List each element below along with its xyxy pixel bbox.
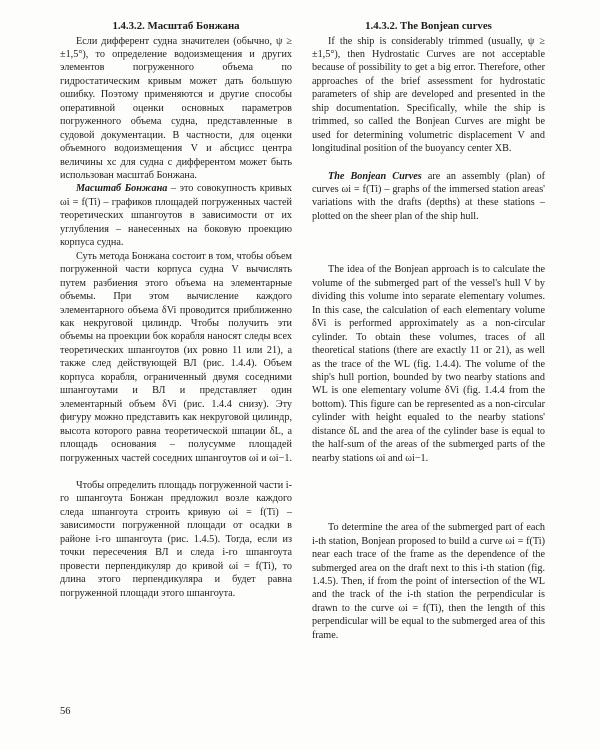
- ru-section-heading: 1.4.3.2. Масштаб Бонжана: [112, 20, 240, 32]
- page-number: 56: [60, 706, 71, 717]
- ru-spacer: [60, 465, 292, 479]
- russian-column: [60, 20, 292, 600]
- en-paragraph-3: The idea of the Bonjean approach is to calculate the volume of the submerged part of the vessel's hull V by dividing this volume into separate elementary volumes. In this case, the calculation of each elementary volume δVi is performed approximately as a non-circular cylinder. To obtain these volumes, traces of all theoretical stations (there are exactly 11 or 21), as well as the trace of the WL (fig. 1.4.4). The volume of the ship's hull portion, bounded by two nearby stations and WL is one elementary volume δVi (fig. 1.4.4 from the bottom). This figure can be represented as a non-circular cylinder with height equaled to the nearby stations' distance δL and the area of the cylinder base is equal to the half-sum of the areas of the submerged parts of the nearby stations ωi and ωi−1.: [312, 264, 545, 464]
- en-spacer-1: [312, 156, 545, 170]
- ru-paragraph-2: [60, 182, 292, 249]
- ru-paragraph-2-text: – это совокупность кривых ωi = f(Ti) – графиков площадей погруженных частей теоретических шпангоутов в зависимости от их углубления – нанесенных на боковую проекцию корпуса судна.: [60, 183, 293, 249]
- english-column: [312, 20, 545, 642]
- ru-paragraph-1: Если дифферент судна значителен (обычно, ψ ≥ ±1,5°), то определение водоизмещения и других элементов погруженного объема по гидростатическим кривым может дать большую ошибку. Поэтому применяются и другие способы оперативной оценки основных параметров погруженного объема судна, представленные в судовой документации. В частности, для оценки объемного водоизмещения V и абсцисс центра величины xс для судна с дифферентом может быть использован масштаб Бонжана.: [60, 35, 292, 182]
- en-spacer-3: [312, 465, 545, 521]
- ru-paragraph-4: Чтобы определить площадь погруженной части i-го шпангоута Бонжан предложил возле каждого следа шпангоута строить кривую ωi = f(Ti) – зависимости погруженной площади от осадки в районе i-го шпангоута (рис. 1.4.5). Тогда, если из точки пересечения ВЛ и следа i-го шпангоута провести перпендикуляр до кривой ωi = f(Ti), то длина этого перпендикуляра и будет равна погруженной площади этого шпангоута.: [60, 480, 292, 599]
- ru-term-bonjean-scale: Масштаб Бонжана: [76, 183, 168, 195]
- en-paragraph-4: To determine the area of the submerged part of each i-th station, Bonjean proposed to build a curve ωi = f(Ti) near each trace of the frame as the dependence of the submerged area on the draft next to this i-th station (fig. 1.4.5). Then, if from the point of intersection of the WL and the track of the i-th station the perpendicular is drawn to the curve ωi = f(Ti), then the length of this perpendicular will be equal to the submerged area of this frame.: [312, 522, 545, 641]
- en-spacer-2: [312, 223, 545, 263]
- en-term-bonjean-curves: The Bonjean Curves: [328, 170, 422, 182]
- en-paragraph-1: If the ship is considerably trimmed (usually, ψ ≥ ±1,5°), then Hydrostatic Curves are not acceptable because of possibility to get a big error. Therefore, other approaches of the brief assessment for hydrostatic parameters of ship are developed and presented in the ship documentation. Specifically, while the ship is trimmed, so called the Bonjean Curves are might be used for determining volumetric displacement V and longitudinal position of the buoyancy center XB.: [312, 35, 545, 155]
- en-paragraph-2: [312, 170, 545, 224]
- ru-paragraph-3: Суть метода Бонжана состоит в том, чтобы объем погруженной части корпуса судна V вычислять путем разбиения этого объема на элементарные объемы. При этом вычисление каждого элементарного объема δVi проводится приближенно как некруговой цилиндр. Чтобы получить эти объемы на проекции бок корабля наносят следы всех теоретических шпангоутов (их ровно 11 или 21), а также след действующей ВЛ (рис. 1.4.4). Объем корпуса корабля, ограниченный двумя соседними шпангоутами и ВЛ и представляет один элементарный объем δVi (рис. 1.4.4 снизу). Эту фигуру можно представить как некруговой цилиндр, высота которого равна теоретической шпации δL, а площадь основания – полусумме площадей погруженных частей соседних шпангоутов ωi и ωi−1.: [60, 250, 292, 464]
- en-section-heading: 1.4.3.2. The Bonjean curves: [365, 20, 492, 32]
- en-paragraph-2-text: are an assembly (plan) of curves ωi = f(Ti) – graphs of the immersed station areas' variations with the drafts (depths) at these stations – plotted on the sheer plan of the ship hull.: [312, 170, 545, 222]
